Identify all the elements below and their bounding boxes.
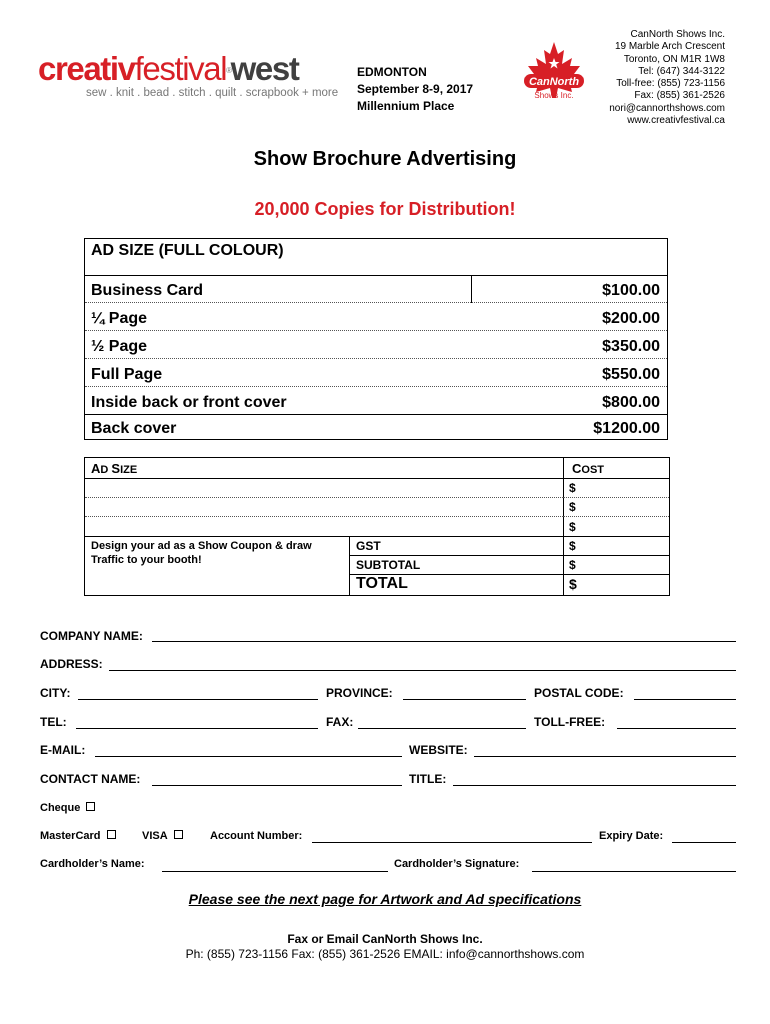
rate-row [85, 415, 667, 440]
logo-part-creati: creati [38, 50, 118, 87]
rate-row-price: $350.00 [602, 338, 660, 355]
order-col-cost [572, 461, 604, 476]
company-tel: Tel: (647) 344-3122 [638, 65, 725, 77]
cardholder-name-label: Cardholder’s Name: [40, 858, 145, 870]
subtotal-label-cell [349, 556, 563, 575]
address-input[interactable] [109, 670, 736, 671]
subtotal-label: SUBTOTAL [356, 558, 421, 572]
website-input[interactable] [474, 756, 736, 757]
dollar-sign: $ [569, 539, 576, 553]
rate-row-label: Business Card [91, 282, 204, 299]
ad-size-letter-a: A [91, 461, 101, 476]
company-website[interactable]: www.creativfestival.ca [627, 115, 725, 127]
tel-label: TEL: [40, 715, 67, 729]
title-input[interactable] [453, 785, 736, 786]
fax-input[interactable] [358, 728, 526, 729]
event-city: EDMONTON [357, 65, 427, 79]
order-cost-input-1[interactable] [563, 478, 669, 498]
cannorth-logo-name: CanNorth [528, 76, 580, 88]
city-input[interactable] [78, 699, 318, 700]
rate-row-price: $100.00 [602, 282, 660, 299]
company-tollfree: Toll-free: (855) 723-1156 [616, 78, 725, 90]
rate-row-label: ¼ Page [91, 310, 148, 327]
fax-label: FAX: [326, 715, 354, 729]
mastercard-checkbox-icon[interactable] [107, 830, 116, 839]
rate-row-label: Full Page [91, 366, 163, 383]
logo-part-west: west [230, 50, 299, 87]
dollar-sign: $ [569, 500, 576, 514]
order-size-input-1[interactable] [85, 478, 563, 498]
expiry-date-input[interactable] [672, 842, 736, 843]
company-name: CanNorth Shows Inc. [630, 29, 725, 40]
cannorth-logo [520, 40, 588, 106]
email-input[interactable] [95, 756, 402, 757]
event-venue: Millennium Place [357, 99, 455, 113]
cannorth-logo-sub: Shows Inc. [534, 91, 574, 100]
rate-row-label: ½ Page [91, 338, 148, 355]
logo-tagline: sew . knit . bead . stitch . quilt . scrapbook + more [86, 87, 339, 99]
postal-code-input[interactable] [634, 699, 736, 700]
ad-size-letter-d: D [100, 464, 112, 476]
expiry-date-label: Expiry Date: [599, 830, 664, 842]
rate-row [85, 387, 667, 415]
order-cost-input-3[interactable] [563, 517, 669, 537]
province-input[interactable] [403, 699, 526, 700]
company-address [609, 29, 725, 127]
company-street: 19 Marble Arch Crescent [614, 41, 725, 53]
company-email[interactable]: nori@cannorthshows.com [609, 102, 725, 114]
gst-label-cell [349, 537, 563, 556]
cardholder-signature-input[interactable] [532, 871, 736, 872]
rate-row [85, 303, 667, 331]
email-label: E-MAIL: [40, 743, 86, 757]
rate-row-price: $1200.00 [593, 420, 660, 437]
footer-line-1: Fax or Email CanNorth Shows Inc. [287, 932, 483, 946]
account-number-input[interactable] [312, 842, 592, 843]
logo-wordmark [38, 52, 343, 86]
dollar-sign: $ [569, 481, 576, 495]
tel-input[interactable] [76, 728, 318, 729]
rate-row-label: Inside back or front cover [91, 394, 287, 411]
cost-letter-c: C [572, 461, 582, 476]
logo-part-festival: festival [134, 50, 227, 87]
logo-part-v: v [117, 50, 135, 87]
ad-size-letters-ize: IZE [120, 464, 138, 476]
coupon-note: Design your ad as a Show Coupon & draw Traffic to your booth! [91, 540, 312, 566]
order-table [84, 457, 670, 596]
event-info [357, 64, 473, 115]
gst-input[interactable] [563, 537, 669, 556]
gst-label: GST [356, 539, 381, 553]
address-label: ADDRESS: [40, 657, 103, 671]
page-subtitle: 20,000 Copies for Distribution! [254, 199, 516, 219]
rate-row [85, 331, 667, 359]
contact-name-label: CONTACT NAME: [40, 772, 141, 786]
footer-line-2: Ph: (855) 723-1156 Fax: (855) 361-2526 EMAIL: info@cannorthshows.com [185, 947, 585, 961]
mastercard-label: MasterCard [40, 830, 101, 842]
creativfestival-logo [38, 52, 343, 99]
event-dates: September 8-9, 2017 [357, 82, 474, 96]
ad-rate-table [84, 238, 668, 440]
visa-checkbox-icon[interactable] [174, 830, 183, 839]
company-city: Toronto, ON M1R 1W8 [623, 53, 725, 65]
maple-leaf-icon [520, 40, 588, 106]
cardholder-signature-label: Cardholder’s Signature: [394, 858, 520, 870]
tollfree-input[interactable] [617, 728, 736, 729]
total-input[interactable] [563, 575, 669, 595]
title-label: TITLE: [409, 772, 447, 786]
visa-option[interactable] [142, 830, 183, 842]
company-name-input[interactable] [152, 641, 736, 642]
company-fax: Fax: (855) 361-2526 [634, 90, 725, 102]
rate-row-label: Back cover [91, 420, 177, 437]
contact-name-input[interactable] [152, 785, 402, 786]
rate-row-price: $550.00 [602, 366, 660, 383]
dollar-sign: $ [569, 576, 577, 592]
rate-row [85, 276, 667, 303]
subtotal-input[interactable] [563, 556, 669, 575]
postal-code-label: POSTAL CODE: [534, 686, 624, 700]
rate-table-header [85, 239, 667, 276]
city-label: CITY: [40, 686, 71, 700]
rate-row-price: $200.00 [602, 310, 660, 327]
mastercard-option[interactable] [40, 830, 116, 842]
ad-size-letter-s: S [111, 461, 121, 476]
province-label: PROVINCE: [326, 686, 393, 700]
cardholder-name-input[interactable] [162, 871, 388, 872]
logo-registered-mark: ® [226, 66, 231, 75]
total-label-cell [349, 575, 563, 595]
website-label: WEBSITE: [409, 743, 468, 757]
order-size-input-2[interactable] [85, 498, 563, 517]
next-page-note: Please see the next page for Artwork and Ad specifications [188, 891, 582, 907]
cheque-label: Cheque [40, 802, 81, 814]
order-cost-input-2[interactable] [563, 498, 669, 517]
company-name-label: COMPANY NAME: [40, 629, 143, 643]
rate-row-price: $800.00 [602, 394, 660, 411]
tollfree-label: TOLL-FREE: [534, 715, 606, 729]
order-col-ad-size [91, 461, 137, 476]
rate-row [85, 359, 667, 387]
rate-header-label: AD SIZE (FULL COLOUR) [91, 242, 284, 259]
cheque-checkbox-icon[interactable] [86, 802, 95, 811]
total-label: TOTAL [356, 575, 408, 592]
visa-label: VISA [142, 830, 168, 842]
dollar-sign: $ [569, 558, 576, 572]
cost-letters-ost: OST [581, 464, 605, 476]
page-title: Show Brochure Advertising [253, 148, 517, 170]
dollar-sign: $ [569, 520, 576, 534]
cheque-option[interactable] [40, 802, 95, 814]
account-number-label: Account Number: [210, 830, 303, 842]
